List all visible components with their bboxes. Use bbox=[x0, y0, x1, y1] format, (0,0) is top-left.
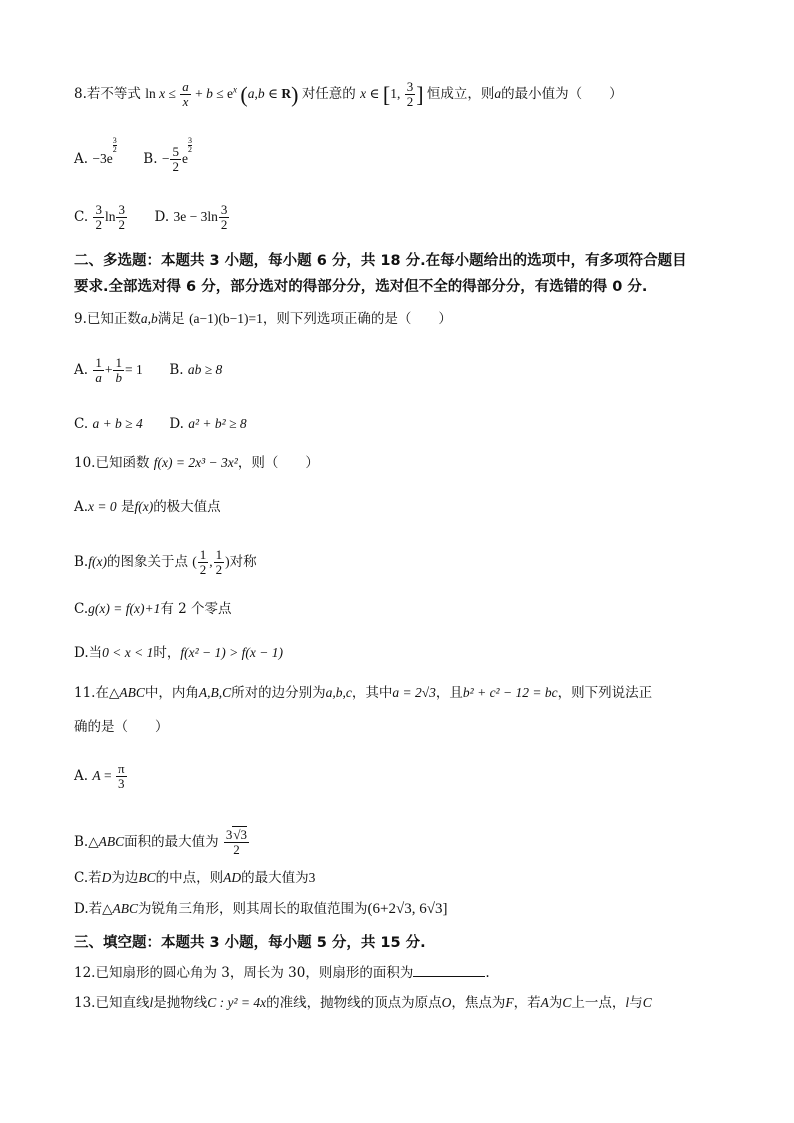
q10-C-math: g(x) = f(x)+1 bbox=[88, 601, 161, 616]
q11-D-label: D. bbox=[74, 901, 89, 917]
q11-option-A bbox=[74, 762, 128, 792]
q13 bbox=[74, 996, 652, 1011]
q8-B: − $\frac{5}{2}$ e $\frac{3}{2}$ bbox=[161, 136, 192, 175]
q10-stem-a: 已知函数 bbox=[95, 455, 150, 471]
q9-B: ab ≥ 8 bbox=[187, 361, 223, 377]
q8-var: a bbox=[494, 85, 502, 101]
q10-B-label: B. bbox=[74, 553, 89, 570]
q10-option-A bbox=[74, 500, 221, 515]
q10-A-label: A. bbox=[74, 499, 89, 515]
q13-text5: ，若 bbox=[513, 995, 541, 1011]
q11-B-text: 面积的最大值为 bbox=[124, 833, 219, 850]
q11-B-val: $\frac{3√3}{2}$ bbox=[225, 827, 248, 858]
q10-A-math: x = 0 bbox=[88, 499, 117, 514]
section2-line2: 要求.全部选对得 6 分，部分选对的得部分分，选对但不全的得部分分，有选错的得 0 分. bbox=[74, 279, 648, 295]
q11-A-label: A. bbox=[74, 767, 89, 784]
q10-stem-b: ，则（ ） bbox=[237, 455, 319, 471]
q13-text8: 与 bbox=[629, 995, 643, 1011]
q12 bbox=[74, 964, 490, 981]
q13-C: C bbox=[562, 995, 572, 1010]
q9-A: $\frac{1}{a}$ + $\frac{1}{b}$ = 1 bbox=[95, 355, 143, 386]
q11-a-val: a = 2√3 bbox=[392, 685, 436, 700]
q10-B-text2: 对称 bbox=[229, 553, 257, 570]
q12-text: 12.已知扇形的圆心角为 3，周长为 30，则扇形的面积为 bbox=[74, 965, 414, 981]
q13-text1: 已知直线 bbox=[95, 995, 150, 1011]
q8-options-cd bbox=[74, 203, 230, 233]
q8-D: 3e − 3ln $\frac{3}{2}$ bbox=[173, 202, 228, 233]
q11-C-D: D bbox=[101, 870, 112, 885]
q13-number: 13. bbox=[74, 995, 96, 1011]
q11-option-D bbox=[74, 902, 447, 917]
q9-C-label: C. bbox=[74, 416, 89, 432]
q9-number: 9. bbox=[74, 311, 87, 327]
q11-A: A = $\frac{\pi}{3}$ bbox=[92, 761, 125, 792]
q13-text7: 上一点， bbox=[571, 995, 626, 1011]
q11-D-range: (6+2√3, 6√3] bbox=[367, 901, 448, 917]
q8-number: 8. bbox=[74, 85, 87, 102]
q9-stem-c: ，则下列选项正确的是（ ） bbox=[262, 311, 452, 327]
q9-stem-b: 满足 bbox=[157, 311, 185, 327]
q9-A-label: A. bbox=[74, 361, 89, 378]
q9-cond: (a−1)(b−1)=1 bbox=[189, 311, 263, 326]
q12-answer-blank[interactable] bbox=[413, 964, 485, 977]
q13-C2: C bbox=[642, 995, 652, 1010]
q9-B-label: B. bbox=[169, 361, 184, 378]
q13-F: F bbox=[505, 995, 514, 1010]
q10-B-point: ( $\frac{1}{2}$ , $\frac{1}{2}$ ) bbox=[192, 547, 230, 578]
q10-D-label: D. bbox=[74, 645, 89, 661]
q11-stem-c: 所对的边分别为 bbox=[231, 685, 326, 701]
q8-stem-a: 若不等式 bbox=[86, 85, 141, 102]
q11-option-B bbox=[74, 828, 250, 858]
q11-C-text4: 的最大值为 bbox=[241, 870, 309, 886]
q13-l2: l bbox=[625, 995, 630, 1010]
q11-C-text2: 为边 bbox=[111, 870, 139, 886]
q10-D-ineq: f(x² − 1) > f(x − 1) bbox=[180, 645, 283, 660]
q9-C: a + b ≥ 4 bbox=[92, 416, 143, 431]
q11-stem-line1 bbox=[74, 686, 652, 701]
q13-l: l bbox=[149, 995, 154, 1010]
q11-D-tri: △ABC bbox=[102, 901, 139, 916]
q11-number: 11. bbox=[74, 685, 96, 701]
q10-option-B bbox=[74, 548, 257, 578]
q9-D-label: D. bbox=[169, 416, 184, 432]
q11-C-text1: 若 bbox=[88, 870, 102, 886]
q10-D-text2: 时， bbox=[153, 645, 181, 661]
q11-stem-line2: 确的是（ ） bbox=[74, 719, 169, 735]
q11-C-val: 3 bbox=[308, 870, 316, 885]
q11-D-text1: 若 bbox=[88, 901, 103, 917]
q11-angles: A,B,C bbox=[198, 685, 232, 700]
q10-B-math: f(x) bbox=[88, 553, 107, 569]
q9-stem bbox=[74, 312, 452, 327]
q11-B-label: B. bbox=[74, 833, 89, 850]
q11-stem-f: ，则下列说法正 bbox=[557, 685, 653, 701]
q8-A: −3e $\frac{3}{2}$ bbox=[92, 136, 117, 166]
q10-option-D bbox=[74, 646, 283, 661]
q11-D-text2: 为锐角三角形，则其周长的取值范围为 bbox=[138, 901, 368, 917]
q10-D-text1: 当 bbox=[88, 645, 103, 661]
q10-D-cond: 0 < x < 1 bbox=[102, 645, 154, 660]
q9-D: a² + b² ≥ 8 bbox=[188, 416, 247, 431]
q8-inequality: ln x ≤ $\frac{a}{x}$ + $b \le e^x$ (a,b ∈ R) bbox=[145, 79, 299, 110]
q11-relation: b² + c² − 12 = bc bbox=[462, 685, 558, 700]
q8-stem-b: 对任意的 bbox=[301, 85, 356, 102]
q11-C-label: C. bbox=[74, 870, 89, 886]
q13-text6: 为 bbox=[548, 995, 563, 1011]
q13-text3: 的准线，抛物线的顶点为原点 bbox=[266, 995, 442, 1011]
q11-stem-b: 中，内角 bbox=[144, 685, 199, 701]
q8-stem-d: 的最小值为（ ） bbox=[501, 85, 623, 102]
q10-stem bbox=[74, 456, 319, 471]
q9-stem-a: 已知正数 bbox=[86, 311, 141, 327]
q10-B-text1: 的图象关于点 bbox=[106, 553, 188, 570]
q11-sides: a,b,c bbox=[325, 685, 352, 700]
section2-line1: 二、多选题：本题共 3 小题，每小题 6 分，共 18 分.在每小题给出的选项中，有多项符合题目 bbox=[74, 253, 687, 269]
q13-text2: 是抛物线 bbox=[153, 995, 208, 1011]
q11-C-BC: BC bbox=[138, 870, 156, 885]
q9-options-ab bbox=[74, 356, 222, 386]
q8-B-label: B. bbox=[143, 150, 158, 167]
q11-stem-e: ，且 bbox=[435, 685, 463, 701]
q8-domain: x ∈ [1, $\frac{3}{2}$ ] bbox=[360, 79, 424, 110]
q8-stem bbox=[74, 80, 623, 110]
q11-C-AD: AD bbox=[223, 870, 242, 885]
q10-func: f(x) = 2x³ − 3x² bbox=[153, 455, 238, 470]
q9-options-cd bbox=[74, 417, 247, 432]
q13-parabola: C : y² = 4x bbox=[207, 995, 267, 1010]
q12-end: . bbox=[485, 965, 490, 981]
q8-options-ab bbox=[74, 136, 192, 175]
q10-C-label: C. bbox=[74, 601, 89, 617]
q10-option-C bbox=[74, 602, 232, 617]
q10-number: 10. bbox=[74, 455, 96, 471]
q13-O: O bbox=[441, 995, 452, 1010]
q11-option-C bbox=[74, 871, 315, 886]
q11-tri: △ABC bbox=[108, 685, 145, 700]
q13-A: A bbox=[540, 995, 549, 1010]
q8-C: $\frac{3}{2}$ ln $\frac{3}{2}$ bbox=[95, 202, 125, 233]
q11-stem-a: 在 bbox=[95, 685, 109, 701]
q10-A-text2: 的极大值点 bbox=[153, 499, 221, 515]
q10-A-math2: f(x) bbox=[134, 499, 154, 514]
q8-stem-c: 恒成立，则 bbox=[426, 85, 495, 102]
q8-C-label: C. bbox=[74, 208, 89, 225]
section3-line: 三、填空题：本题共 3 小题，每小题 5 分，共 15 分. bbox=[74, 935, 426, 951]
q11-stem-d: ，其中 bbox=[351, 685, 393, 701]
q8-A-label: A. bbox=[74, 150, 89, 167]
q11-C-text3: 的中点，则 bbox=[155, 870, 224, 886]
q13-text4: ，焦点为 bbox=[451, 995, 506, 1011]
q9-vars: a,b bbox=[140, 311, 158, 326]
q11-B-tri: △ABC bbox=[88, 833, 125, 849]
q8-D-label: D. bbox=[154, 208, 170, 225]
q10-A-text1: 是 bbox=[120, 499, 135, 515]
q10-C-text: 有 2 个零点 bbox=[160, 601, 232, 617]
